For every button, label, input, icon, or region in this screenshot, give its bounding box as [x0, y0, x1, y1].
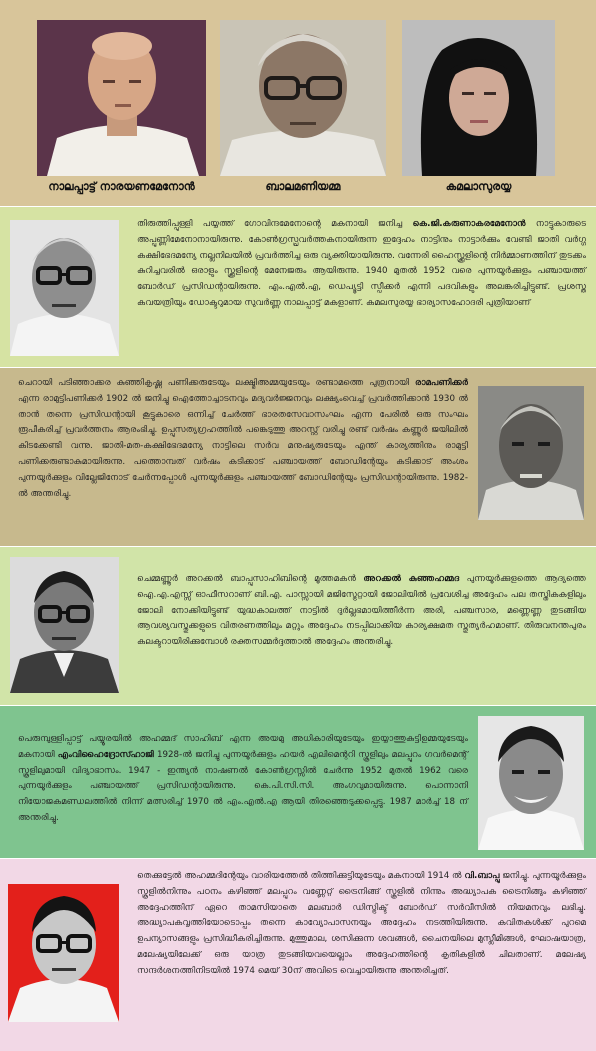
portrait-nalappat-narayanamenon: [37, 20, 206, 176]
portrait-arakkalkunjahammad: [10, 557, 119, 693]
portrait-kamalasurayya: [402, 20, 555, 176]
bio-section-karunakaramenon: [0, 207, 596, 367]
bio-name-vbappu: വി.ബാപ്പു: [464, 871, 500, 881]
bio-text-arakkalkunjahammad: ചെമ്മണ്ണൂർ അറക്കൽ ബാപ്പുസാഹിബിന്റെ മൂത്തമകൻ അറക്കൽ കുഞ്ഞഹമ്മദ പുന്നയൂർക്കുളത്തെ ആദ്യത്തെ ഐ.എ.എസ്സ് ഓഫീസറാണ് ബി.എ. പാസ്സായി മജിസ്ട്രേറ്റായി ജോലിയിൽ പ്രവേശിച്ച അദ്ദേഹം പല തസ്തികകളിലും ജോലി നോക്കിയിട്ടുണ്ട് യുദ്ധകാലത്ത് നാട്ടിൽ ദുർല്ലഭമായിത്തീർന്ന അരി, പഞ്ചസാര, മണ്ണെണ്ണ തുടങ്ങിയ ആവശ്യവസ്തുക്കളുടെ വിതരണത്തിലും മറ്റും അദ്ദേഹം നടപ്പിലാക്കിയ കാര്യക്ഷമത സ്തുത്യർഹമാണ്. തിരുവനന്തപുരം കലക്ടറായിരിക്കുമ്പോൾ രക്തസമ്മർദ്ദത്താൽ അദ്ദേഹം അന്തരിച്ചു.: [137, 574, 586, 648]
bio-text-vbappu: തെക്കുട്ടേൽ അഹമ്മദിന്റേയും വാരിയത്തേൽ തിത്തിക്കുട്ടിയുടേയും മകനായി 1914 ൽ വി.ബാപ്പു ജനിച്ചു. പുന്നയൂർക്കുളം സ്കൂളിൽനിന്നും പഠനം കഴിഞ്ഞ് മലപ്പുറം വണ്ണേറ്റ് ട്രൈനിങ്ങ് സ്കൂളിൽ നിന്നും അദ്ധ്യാപക ട്രൈനിങ്ങും കഴിഞ്ഞ് അദ്ദേഹത്തിന് ഏറെ താമസിയാതെ മലബാർ ഡിസ്ട്രിക്ട് ബോർഡ് സർവീസിൽ നിയമനവും ലഭിച്ചു. അദ്ധ്യാപകവൃത്തിയോടൊപ്പം തന്നെ കാവ്യോപാസനയും അദ്ദേഹം നടത്തിയിരുന്നു. കവിതകൾക്ക് പുറമെ ഉപന്യാസങ്ങളും പ്രസിദ്ധീകരിച്ചിരുന്നു. മുത്തുമാല, ശസിക്കുന്ന ശവങ്ങൾ, ചൈനയിലെ മുസ്ലീമിങ്ങൾ, ഘോഷയാത്ര, മലേഷ്യയിലേക്ക് ഒരു യാത്ര തുടങ്ങിയവയെല്ലാം അദ്ദേഹത്തിന്റെ കൃതികളിൽ ചിലതാണ്. മലേഷ്യ സന്ദർശനത്തിനിടയിൽ 1974 മെയ് 30ന് അവിടെ വെച്ചായിരുന്നു അന്തരിച്ചത്.: [137, 871, 586, 976]
bio-section-arakkalkunjahammad: [0, 547, 596, 705]
top-portraits-band: [0, 0, 596, 206]
bio-section-hydroshaji: [0, 706, 596, 858]
portrait-balamaniyamma: [220, 20, 386, 176]
portrait-hydroshaji: [478, 716, 584, 850]
bio-text-karunakaramenon: തിരുത്തിപ്പുള്ളി പയ്യത്ത് ഗോവിന്ദമേനോന്റെ മകനായി ജനിച്ച കെ.ജി.കരുണാകരമേനോൻ നാട്ടുകാരുടെ അപ്പുണ്ണിമേനോനായിരുന്നു. കോൺഗ്രസ്പ്രവർത്തകനായിരുന്ന ഇദ്ദേഹം നാട്ടിനും നാട്ടാർക്കും വേണ്ടി ജാതി വർഗ്ഗ കക്ഷിഭേദമന്യേ നല്ലനിലയിൽ പ്രവർത്തിച്ച ഒരു വ്യക്തിയായിരുന്നു. വന്നേരി ഹൈസ്ക്കൂളിന്റെ നിർമ്മാണത്തിന് തുടക്കം കുറിച്ചവരിൽ ഒരാളും സ്ക്കൂളിന്റെ മേനേജരും ആയിരുന്നു. 1940 മുതൽ 1952 വരെ പുന്നയൂർക്കുളം പഞ്ചായത്ത് ബോർഡ് പ്രസിഡന്റായിരുന്നു. എം.എൽ.എ, ഡെപ്യൂട്ടി സ്പീക്കർ എന്നി പദവികളും അലങ്കരിച്ചിട്ടുണ്ട്. പ്രശസ്ത കവയത്രിയും ഡോക്ടറുമായ സുവർണ്ണ നാലപ്പാട്ട് മകളാണ്. കമലസുരയ്യ ഭാര്യാസഹോദരി പുത്രിയാണ്: [137, 219, 587, 308]
portrait-ramapanikkar: [478, 386, 584, 520]
caption-kamalasurayya: കമലാസുരയ്യ: [445, 180, 512, 193]
bio-text-hydroshaji: പെരുമ്പുള്ളിപ്പാട്ട് പയ്യൂരയിൽ അഹമ്മദ് സാഹിബ് എന്ന അയമു അധികാരിയുടേയും ഇയ്യാത്തുകുട്ടിഉമ്മയുടേയും മകനായി എംവിഹൈദ്രോസ്ഹാജി 1928-ൽ ജനിച്ചു പുന്നയൂർക്കുളം ഹയർ എലിമെന്ററി സ്കൂളിലും മലപ്പുറം ഗവർമെന്റ് സ്കൂളിലുമായി വിദ്യാഭാസം. 1947 - ഇന്ത്യൻ നാഷണൽ കോൺഗ്രസ്സിൽ ചേർന്നു 1952 മുതൽ 1962 വരെ പുന്നയൂർക്കുളം പഞ്ചായത്ത് പ്രസിഡന്റായിരുന്നു. കെ.പി.സി.സി. അംഗവുമായിരുന്നു. പൊന്നാനി നിയോജകമണ്ഡലത്തിൽ നിന്ന് മത്സരിച്ച് 1970 ൽ എം.എൽ.എ ആയി തിരഞ്ഞെടുക്കപ്പെട്ടു. 1987 മാർച്ച് 18 ന് അന്തരിച്ചു.: [18, 734, 468, 823]
portrait-vbappu: [8, 884, 119, 1022]
bio-name-arakkalkunjahammad: അറക്കൽ കുഞ്ഞഹമ്മദ: [363, 574, 460, 584]
caption-balamaniyamma: ബാലമണിയമ്മ: [265, 180, 341, 193]
caption-nalappat-narayanamenon: നാലപ്പാട്ട് നാരയണമേനോൻ: [48, 180, 195, 193]
bio-text-ramapanikkar: ചെറായി പടിഞ്ഞാക്കര കുഞ്ഞികൃഷ്ണ പണിക്കരുടേയും ലക്ഷ്മിഅമ്മയുടേയും രണ്ടാമത്തെ പുത്രനായി രാമപണിക്കർ എന്ന രാമുട്ടിപണിക്കർ 1902 ൽ ജനിച്ചു ഐത്തോച്ചാടനവും മദ്യവർജ്ജനവും ലക്ഷ്യംവെച്ച് പ്രവർത്തിക്കാൻ 1930 ൽ താൻ തന്നെ പ്രസിഡന്റായി കൂട്ടുകാരെ ഒന്നിച്ച് ചേർത്ത് ഭാരതസേവാസംഘം എന്ന പേരിൽ ഒരു സംഘം രൂപീകരിച്ച് പ്രവർത്തനം ആരംഭിച്ചു. ഉപ്പുസത്യഗ്രഹത്തിൽ പങ്കെടുത്തു അറസ്റ്റ് വരിച്ചു രണ്ട് വർഷം കണ്ണൂർ ജയിലിൽ കിടക്കേണ്ടി വന്നു. ജാതി-മത-കക്ഷിഭേദമന്യേ നാട്ടിലെ സർവ മനുഷ്യരുടേയും എന്ത് കാര്യത്തിനും രാമുട്ടി പണിക്കരുണ്ടാകുമായിരുന്നു. പത്തൊമ്പത് വർഷം കടിക്കാട് പഞ്ചായത്ത് ബോഡിന്റേയും കടിക്കാട് അംശം പുന്നയൂർക്കുളം വില്ലേജിനോട് ചേർന്നപ്പോൾ പുന്നയൂർക്കുളം പഞ്ചായത്ത് ബോഡിന്റേയും പ്രസിഡന്റായിരുന്നു. 1982-ൽ അന്തരിച്ചു.: [18, 378, 468, 499]
bio-name-hydroshaji: എംവിഹൈദ്രോസ്ഹാജി: [57, 749, 154, 760]
bio-section-ramapanikkar: [0, 368, 596, 546]
bio-section-vbappu: [0, 859, 596, 1051]
bio-name-karunakaramenon: കെ.ജി.കരുണാകരമേനോൻ: [412, 219, 526, 229]
bio-name-ramapanikkar: രാമപണിക്കർ: [414, 378, 468, 388]
portrait-karunakaramenon: [10, 220, 119, 356]
